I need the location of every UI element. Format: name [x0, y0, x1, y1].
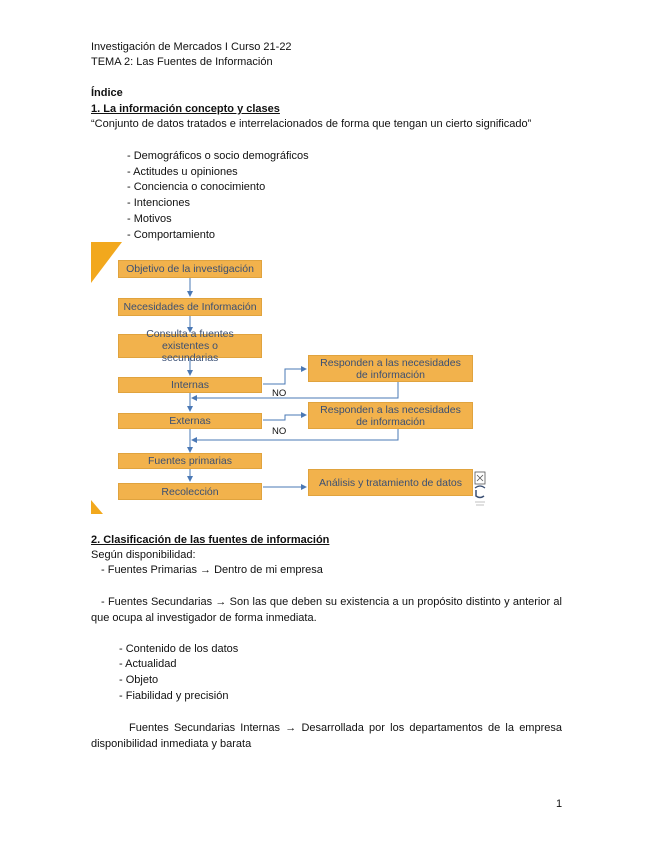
- list-item: - Actitudes u opiniones: [127, 166, 238, 178]
- list-item: - Fiabilidad y precisión: [119, 690, 229, 702]
- doc-header-topic: TEMA 2: Las Fuentes de Información: [91, 56, 273, 68]
- arrow-internal-respond: [263, 369, 306, 384]
- availability-label: Según disponibilidad:: [91, 549, 196, 561]
- internal-secondary-paragraph: Fuentes Secundarias Internas → Desarrollada por los departamentos de la empresa disponibilidad inmediata y barata: [91, 722, 562, 750]
- list-item: - Objeto: [119, 674, 159, 686]
- secondary-sources-paragraph: - Fuentes Secundarias → Son las que deben su existencia a un propósito distinto y anterior al que ocupa al investigador de forma inmediata.: [91, 596, 562, 624]
- definition-quote: “Conjunto de datos tratados e interrelacionados de forma que tengan un cierto significado”: [91, 118, 532, 130]
- flow-box-internal: Internas: [118, 377, 262, 393]
- flow-box-objective: Objetivo de la investigación: [118, 260, 262, 278]
- primary-sources-line: - Fuentes Primarias → Dentro de mi empresa: [101, 564, 323, 576]
- no-label-1: NO: [272, 388, 287, 399]
- section1-title: 1. La información concepto y clases: [91, 103, 280, 115]
- arrow-external-respond: [263, 415, 306, 420]
- list-item: - Motivos: [127, 213, 172, 225]
- index-heading: Índice: [91, 87, 123, 99]
- flow-box-analysis: Análisis y tratamiento de datos: [308, 469, 473, 496]
- flow-box-primary-sources: Fuentes primarias: [118, 453, 262, 469]
- flow-box-external: Externas: [118, 413, 262, 429]
- list-item: - Intenciones: [127, 197, 190, 209]
- no-label-2: NO: [272, 426, 287, 437]
- arrow-no-loop-2: [192, 428, 398, 440]
- corner-decoration-bottom: [91, 500, 103, 514]
- flow-box-consult: Consulta a fuentes existentes o secundarias: [118, 334, 262, 358]
- doc-header-course: Investigación de Mercados I Curso 21-22: [91, 41, 292, 53]
- list-item: - Demográficos o socio demográficos: [127, 150, 309, 162]
- flow-box-respond-1: Responden a las necesidades de información: [308, 355, 473, 382]
- university-logo-icon: [472, 470, 488, 510]
- page-number: 1: [556, 798, 563, 810]
- list-item: - Contenido de los datos: [119, 643, 239, 655]
- flow-box-respond-2: Responden a las necesidades de información: [308, 402, 473, 429]
- list-item: - Conciencia o conocimiento: [127, 181, 266, 193]
- flow-box-collection: Recolección: [118, 483, 262, 500]
- list-item: - Comportamiento: [127, 229, 216, 241]
- section2-title: 2. Clasificación de las fuentes de información: [91, 534, 330, 546]
- flow-box-needs: Necesidades de Información: [118, 298, 262, 316]
- list-item: - Actualidad: [119, 658, 177, 670]
